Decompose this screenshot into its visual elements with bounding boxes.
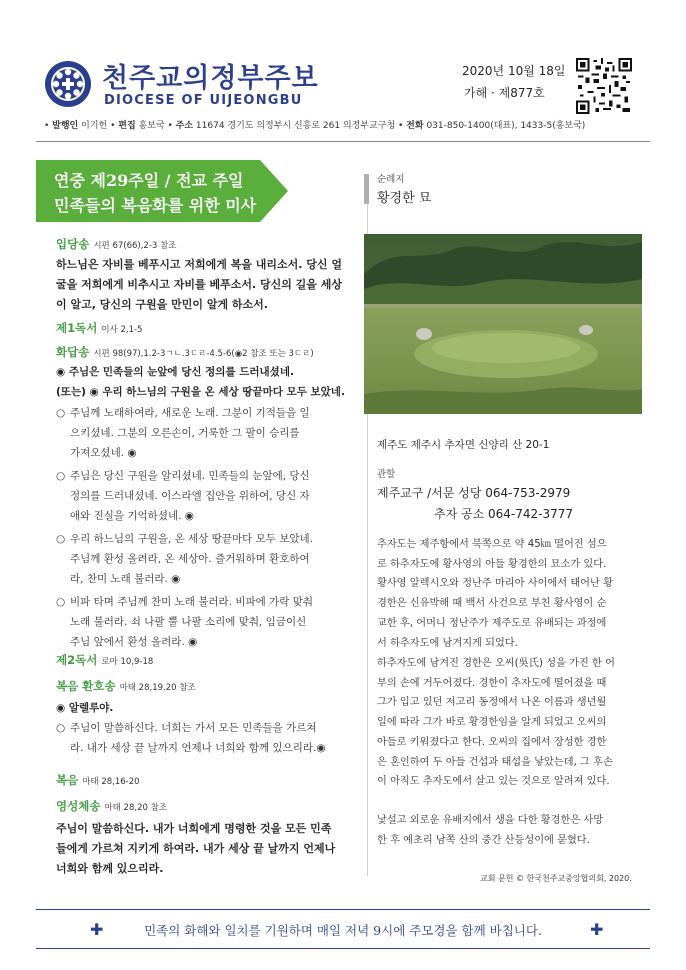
pilgrimage-paragraph: 추자도는 제주항에서 북쪽으로 약 45㎞ 떨어진 섬으 로 하추자도에 황사영의 아들 황경한의 묘소가 있다. 황사영 알렉시오와 정난주 마리아 사이에서 태어난 황 경한은 신유박해 때 백서 사건으로 부친 황사영이 순 교한 후, 어머니 정난주가 제주도로 유배되는 과정에 서 하추자도에 남겨지게 되었다. (377, 539, 613, 649)
section-title: 복음 환호송 (56, 679, 116, 693)
issue-number: 가해 · 제877호 (464, 86, 545, 100)
section-title: 제1독서 (56, 321, 98, 335)
section-title: 영성체송 (56, 799, 101, 813)
section-ref: 이사 2,1-5 (101, 325, 143, 335)
section-ref: 시편 67(66),2-3 참조 (93, 241, 177, 251)
text-line: 하느님은 자비를 베푸시고 저희에게 복을 내리소서. 당신 얼 (56, 258, 343, 271)
communion-section (56, 795, 356, 879)
text-line: 주님이 말씀하신다. 내가 너희에게 명령한 것을 모든 민족 (56, 822, 332, 835)
gospel-section (56, 769, 356, 788)
section-title: 입당송 (56, 237, 90, 251)
pilgrimage-marker (364, 174, 369, 204)
gospel-acclamation-section (56, 675, 356, 758)
section-title: 화답송 (56, 345, 90, 359)
pilgrimage-photo (364, 234, 642, 414)
reading1-section (56, 317, 356, 336)
acclamation-verse: ○ 주님이 말씀하신다. 너희는 가서 모든 민족들을 가르쳐 라. 내가 세상 끝 날까지 언제나 너희와 함께 있으리라.◉ (56, 722, 326, 754)
text-line: 들에게 가르쳐 지키게 하여라. 내가 세상 끝 날까지 언제나 (56, 842, 336, 855)
text-line: 너희와 함께 있으리라. (56, 862, 164, 875)
pilgrimage-title: 황경한 묘 (377, 191, 432, 206)
contact-parish: 제주교구 /서문 성당 064-753-2979 (377, 486, 571, 500)
psalm-verse: ○ 주님은 당신 구원을 알리셨네. 민족들의 눈앞에, 당신 정의를 드러내셨네. 이스라엘 집안을 위하여, 당신 자 애와 진실을 기억하셨네. ◉ (56, 470, 310, 522)
pilgrimage-label: 순례지 (377, 174, 405, 185)
newsletter-subtitle: DIOCESE OF UIJEONGBU (104, 93, 303, 108)
jurisdiction-label: 관할 (377, 469, 396, 480)
psalm-verse: ○ 우리 하느님의 구원을, 온 세상 땅끝마다 모두 보았네. 주님께 환성 올려라, 온 세상아. 즐거워하며 환호하여 라, 찬미 노래 불러라. ◉ (56, 533, 314, 585)
liturgy-banner (36, 160, 288, 222)
pilgrimage-paragraph: 하추자도에 남겨진 경한은 오씨(吳氏) 성을 가진 한 어 부의 손에 거두어졌다. 경한이 추자도에 떨어졌을 때 그가 입고 있던 저고리 동정에서 나온 이름과 생년월 일에 따라 그가 바로 황경한임을 알게 되었고 오씨의 아들로 키워졌다고 한다. 오씨의 집에서 장성한 경한 은 혼인하여 두 아들 건섭과 태섭을 낳았는데, 그 후손 이 아직도 추자도에서 살고 있는 것으로 알려져 있다. (377, 658, 615, 788)
qr-code-icon[interactable] (576, 58, 632, 114)
reading2-section (56, 649, 356, 668)
psalm-verse: ○ 비파 타며 주님께 찬미 노래 불러라. 비파에 가락 맞춰 노래 불러라. 쇠 나팔 뿔 나팔 소리에 맞춰, 임금이신 주님 앞에서 환성 올려라. ◉ (56, 596, 314, 648)
pilgrimage-paragraph: 낯설고 외로운 유배지에서 생을 다한 황경한은 사망 한 후 예초리 남쪽 산의 중간 산등성이에 묻혔다. (377, 815, 604, 846)
entrance-section (56, 233, 356, 315)
section-ref: 마태 28,16-20 (82, 777, 140, 787)
copyright-credit: 교회 문헌 © 한국천주교중앙협의회, 2020. (480, 874, 632, 883)
psalm-verse: ○ 주님께 노래하여라, 새로운 노래. 그분이 기적들을 일 으키셨네. 그분의 오른손이, 거룩한 그 팔이 승리를 가져오셨네. ◉ (56, 407, 310, 459)
section-ref: 마태 28,19.20 참조 (119, 683, 196, 693)
psalm-alt-response: (또는) ◉ 우리 하느님의 구원을 온 세상 땅끝마다 모두 보았네. (56, 386, 345, 398)
section-ref: 마태 28,20 참조 (104, 803, 168, 813)
psalm-response: ◉ 주님은 민족들의 눈앞에 당신 정의를 드러내셨네. (56, 366, 294, 378)
pilgrimage-address: 제주도 제주시 추자면 신양리 산 20-1 (377, 439, 550, 451)
text-line: 이 알고, 당신의 구원을 만민이 알게 하소서. (56, 298, 268, 311)
cross-icon: ✚ (90, 920, 104, 939)
banner-subtitle: 민족들의 복음화를 위한 미사 (54, 196, 257, 215)
section-title: 복음 (56, 773, 79, 787)
text-line: 굴을 저희에게 비추시고 자비를 베푸소서. 당신의 길을 세상 (56, 278, 343, 291)
diocese-logo-icon (44, 60, 92, 108)
section-ref: 시편 98(97),1.2-3ㄱㄴ.3ㄷㄹ-4.5-6(◉2 참조 또는 3ㄷㄹ) (93, 349, 314, 359)
alleluia: ◉ 알렐루야. (56, 702, 114, 714)
issue-date: 2020년 10월 18일 (462, 64, 566, 78)
publication-info: • 발행인 이기헌 • 편집 홍보국 • 주소 11674 경기도 의정부시 신흥로 261 의정부교구청 • 전화 031-850-1400(대표), 1433-5(홍보국) (44, 121, 586, 131)
footer-prayer-text: 민족의 화해와 일치를 기원하며 매일 저녁 9시에 주모경을 함께 바칩니다. (144, 923, 542, 938)
psalm-section (56, 341, 356, 652)
newsletter-title: 천주교의정부주보 (102, 63, 319, 94)
masthead (44, 54, 644, 116)
section-ref: 로마 10,9-18 (101, 657, 154, 667)
banner-title: 연중 제29주일 / 전교 주일 (54, 171, 244, 190)
contact-mission: 추자 공소 064-742-3777 (434, 507, 574, 521)
header-divider (36, 141, 650, 142)
section-title: 제2독서 (56, 653, 98, 667)
footer-banner (36, 909, 650, 949)
cross-icon: ✚ (590, 920, 604, 939)
